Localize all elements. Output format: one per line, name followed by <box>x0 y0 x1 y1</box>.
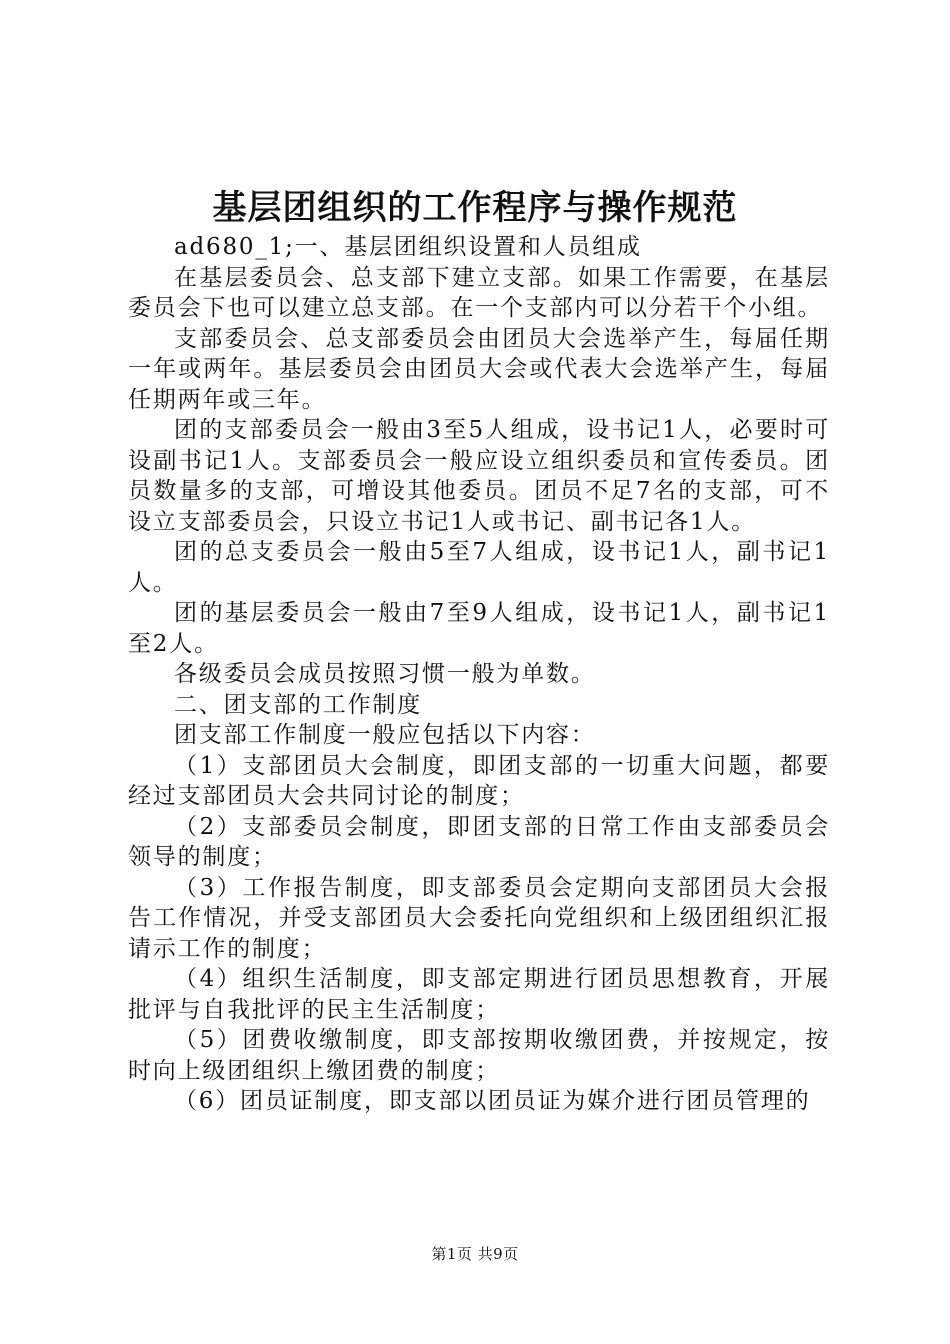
paragraph: 团的总支委员会一般由5至7人组成，设书记1人，副书记1人。 <box>128 539 830 596</box>
paragraph: 各级委员会成员按照习惯一般为单数。 <box>174 661 596 687</box>
page-footer: 第1页 共9页 <box>431 1245 519 1263</box>
paragraph: 支部委员会、总支部委员会由团员大会选举产生，每届任期一年或两年。基层委员会由团员大会或代表大会选举产生，每届任期两年或三年。 <box>128 325 830 413</box>
paragraph: 团的支部委员会一般由3至5人组成，设书记1人，必要时可设副书记1人。支部委员会一般应设立组织委员和宣传委员。团员数量多的支部，可增设其他委员。团员不足7名的支部，可不设立支部委员会，只设立书记1人或书记、副书记各1人。 <box>128 417 830 535</box>
document-body <box>128 232 830 1117</box>
section-heading-2: 二、团支部的工作制度 <box>174 691 422 718</box>
section-heading-1: ad680_1;一、基层团组织设置和人员组成 <box>174 234 642 260</box>
paragraph: 团的基层委员会一般由7至9人组成，设书记1人，副书记1至2人。 <box>128 600 830 657</box>
list-item: （1）支部团员大会制度，即团支部的一切重大问题，都要经过支部团员大会共同讨论的制度； <box>128 752 830 809</box>
list-item: （6）团员证制度，即支部以团员证为媒介进行团员管理的 <box>174 1088 811 1114</box>
document-title: 基层团组织的工作程序与操作规范 <box>212 188 738 228</box>
list-item: （2）支部委员会制度，即团支部的日常工作由支部委员会领导的制度； <box>128 813 830 870</box>
paragraph: 在基层委员会、总支部下建立支部。如果工作需要，在基层委员会下也可以建立总支部。在一个支部内可以分若干个小组。 <box>128 264 830 321</box>
list-item: （4）组织生活制度，即支部定期进行团员思想教育，开展批评与自我批评的民主生活制度； <box>128 966 830 1023</box>
list-item: （5）团费收缴制度，即支部按期收缴团费，并按规定，按时向上级团组织上缴团费的制度； <box>128 1027 830 1084</box>
paragraph: 团支部工作制度一般应包括以下内容： <box>174 722 596 748</box>
list-item: （3）工作报告制度，即支部委员会定期向支部团员大会报告工作情况，并受支部团员大会委托向党组织和上级团组织汇报请示工作的制度； <box>128 874 830 962</box>
